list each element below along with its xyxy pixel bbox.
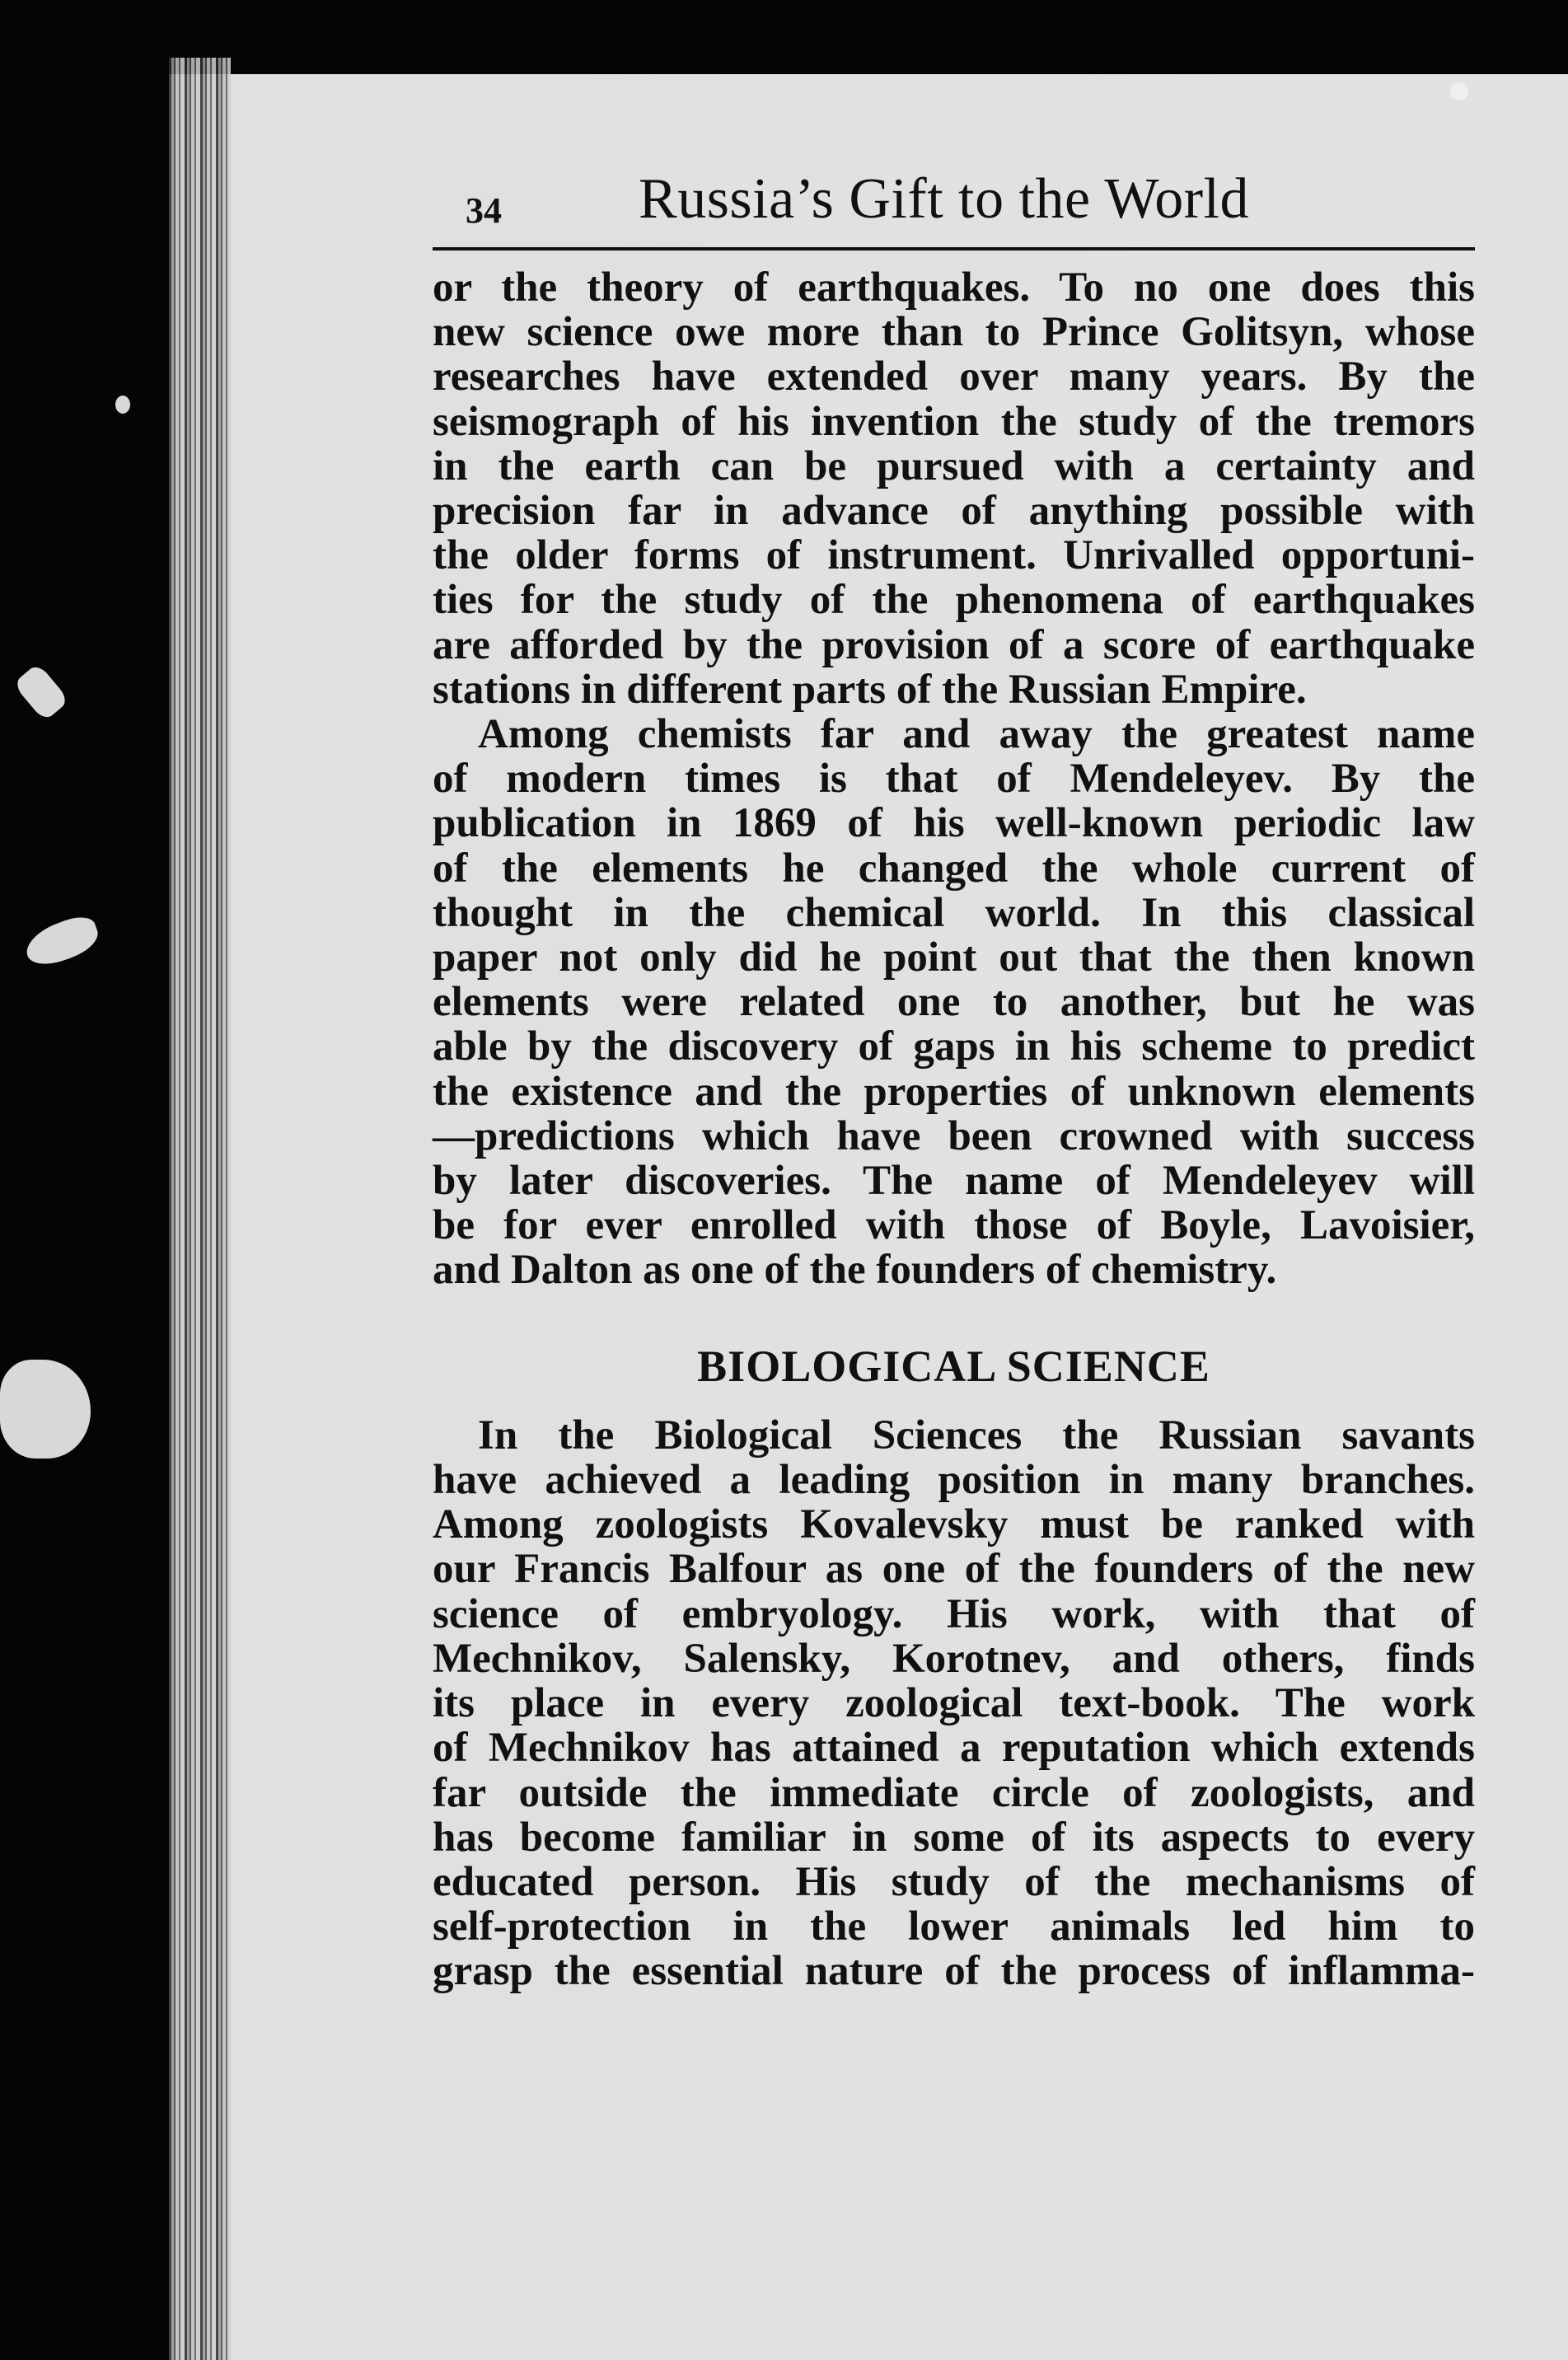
text-line: self-protection in the lower animals led him to (433, 1903, 1475, 1950)
text-line: has become familiar in some of its aspects to every (433, 1814, 1475, 1861)
scan-artifact (0, 1360, 91, 1459)
text-line: be for ever enrolled with those of Boyle, Lavoisier, (433, 1202, 1475, 1249)
paragraph-chemistry (433, 712, 1475, 1293)
text-line: precision far in advance of anything possible with (433, 488, 1475, 535)
text-line: —predictions which have been crowned with success (433, 1112, 1475, 1159)
text-line: of Mechnikov has attained a reputation which extends (433, 1725, 1475, 1772)
page-content (433, 157, 1475, 1994)
text-line: educated person. His study of the mechanisms of (433, 1858, 1475, 1905)
text-line: Among zoologists Kovalevsky must be ranked with (433, 1501, 1475, 1548)
text-line: the older forms of instrument. Unrivalled opportuni- (433, 532, 1475, 579)
text-line: in the earth can be pursued with a certainty and (433, 442, 1475, 489)
text-line: elements were related one to another, but he was (433, 979, 1475, 1026)
text-line: Among chemists far and away the greatest name (478, 711, 1475, 758)
section-heading: BIOLOGICAL SCIENCE (697, 1341, 1210, 1391)
text-line: our Francis Balfour as one of the founders of the new (433, 1546, 1475, 1593)
scan-artifact (1450, 82, 1468, 101)
scan-artifact (115, 396, 130, 414)
text-line: publication in 1869 of his well-known periodic law (433, 800, 1475, 847)
text-line: are afforded by the provision of a score of earthquake (433, 621, 1475, 668)
text-line: have achieved a leading position in many branches. (433, 1457, 1475, 1504)
text-line: Mechnikov, Salensky, Korotnev, and others, finds (433, 1635, 1475, 1682)
text-line: of modern times is that of Mendeleyev. By the (433, 756, 1475, 803)
text-line: or the theory of earthquakes. To no one does this (433, 265, 1475, 311)
text-line: grasp the essential nature of the process of inflamma- (433, 1948, 1475, 1995)
running-title: Russia’s Gift to the World (639, 167, 1250, 231)
text-line: paper not only did he point out that the then known (433, 934, 1475, 981)
text-line: stations in different parts of the Russian Empire. (433, 666, 1307, 713)
paragraph-earthquakes (433, 265, 1475, 712)
text-line: of the elements he changed the whole current of (433, 845, 1475, 892)
page-number: 34 (466, 190, 502, 231)
running-head (433, 157, 1475, 251)
text-line: thought in the chemical world. In this classical (433, 889, 1475, 936)
text-line: science of embryology. His work, with that of (433, 1590, 1475, 1637)
text-line: the existence and the properties of unknown elements (433, 1068, 1475, 1115)
text-line: far outside the immediate circle of zoologists, and (433, 1769, 1475, 1816)
text-line: able by the discovery of gaps in his scheme to predict (433, 1023, 1475, 1070)
text-line: new science owe more than to Prince Golitsyn, whose (433, 309, 1475, 356)
text-line: researches have extended over many years. By the (433, 354, 1475, 400)
text-line: its place in every zoological text-book. The work (433, 1680, 1475, 1727)
body-text (433, 265, 1475, 1994)
text-line: seismograph of his invention the study of the tremors (433, 398, 1475, 445)
paragraph-biology (433, 1413, 1475, 1994)
text-line: ties for the study of the phenomena of earthquakes (433, 577, 1475, 624)
text-line: In the Biological Sciences the Russian savants (478, 1412, 1475, 1459)
text-line: by later discoveries. The name of Mendeleyev will (433, 1158, 1475, 1205)
text-line: and Dalton as one of the founders of chemistry. (433, 1247, 1277, 1294)
binding-gutter (169, 58, 231, 2360)
